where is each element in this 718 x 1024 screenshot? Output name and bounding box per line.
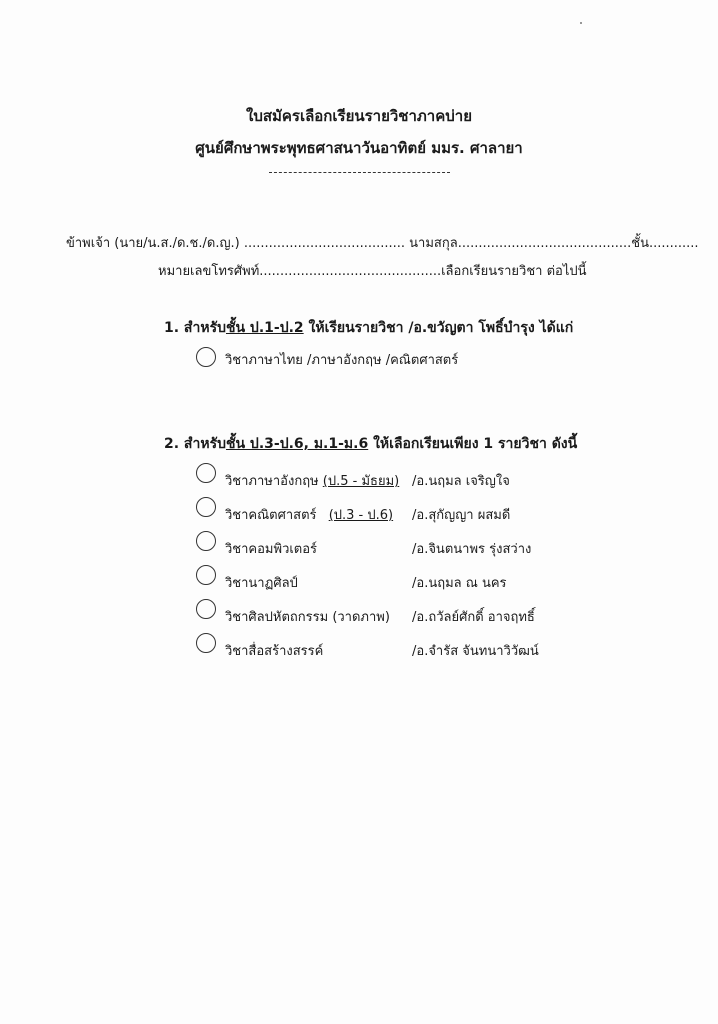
option-math-label [225, 504, 393, 525]
option-english-label [225, 470, 399, 491]
option-grade-note: (ป.3 - ป.6) [328, 508, 394, 523]
option-english-teacher: /อ.นฤมล เจริญใจ [412, 474, 510, 489]
option-computer-label: วิชาคอมพิวเตอร์ [225, 542, 318, 557]
option-computer-checkbox[interactable] [196, 531, 216, 551]
option-art-label: วิชาศิลปหัตถกรรม (วาดภาพ) [225, 610, 390, 625]
option-dance-teacher: /อ.นฤมล ณ นคร [412, 576, 507, 591]
option-grade-note: (ป.5 - มัธยม) [322, 474, 400, 489]
option-dance-checkbox[interactable] [196, 565, 216, 585]
option-dance-label: วิชานาฏศิลป์ [225, 576, 298, 591]
section-2-suffix: ให้เลือกเรียนเพียง 1 รายวิชา ดังนี้ [368, 436, 578, 452]
name-fill-line[interactable]: ข้าพเจ้า (นาย/น.ส./ด.ช./ด.ญ.) ....................................... นามสกุล..........................................ชั้น............ [66, 236, 699, 251]
option-math-checkbox[interactable] [196, 497, 216, 517]
section-2-heading [164, 433, 577, 455]
title-divider [269, 172, 450, 173]
option-subject: วิชาคณิตศาสตร์ [225, 508, 317, 523]
section-1-suffix: ให้เรียนรายวิชา /อ.ขวัญตา โพธิ์บำรุง ได้แก่ [303, 320, 574, 336]
option-computer-teacher: /อ.จินตนาพร รุ่งสว่าง [412, 542, 532, 557]
section-1-prefix: 1. สำหรับ [164, 320, 226, 336]
phone-fill-line[interactable]: หมายเลขโทรศัพท์............................................เลือกเรียนรายวิชา ต่อไปนี้ [158, 264, 587, 279]
section-2-prefix: 2. สำหรับ [164, 436, 226, 452]
section-1-checkbox[interactable] [196, 347, 216, 367]
option-media-teacher: /อ.จำรัส จันทนาวิวัฒน์ [412, 644, 539, 659]
option-subject: วิชาภาษาอังกฤษ [225, 474, 319, 489]
option-media-checkbox[interactable] [196, 633, 216, 653]
section-1-grades: ชั้น ป.1-ป.2 [225, 320, 304, 336]
option-english-checkbox[interactable] [196, 463, 216, 483]
option-math-teacher: /อ.สุกัญญา ผสมดี [412, 508, 511, 523]
section-1-option-label: วิชาภาษาไทย /ภาษาอังกฤษ /คณิตศาสตร์ [225, 353, 459, 368]
form-subtitle: ศูนย์ศึกษาพระพุทธศาสนาวันอาทิตย์ มมร. ศาลายา [195, 139, 523, 157]
scan-speck [580, 22, 582, 24]
section-2-grades: ชั้น ป.3-ป.6, ม.1-ม.6 [225, 436, 369, 452]
form-title: ใบสมัครเลือกเรียนรายวิชาภาคบ่าย [246, 107, 472, 125]
option-art-teacher: /อ.ถวัลย์ศักดิ์ อาจฤทธิ์ [412, 610, 535, 625]
section-1-heading [164, 317, 573, 339]
option-media-label: วิชาสื่อสร้างสรรค์ [225, 644, 324, 659]
option-art-checkbox[interactable] [196, 599, 216, 619]
